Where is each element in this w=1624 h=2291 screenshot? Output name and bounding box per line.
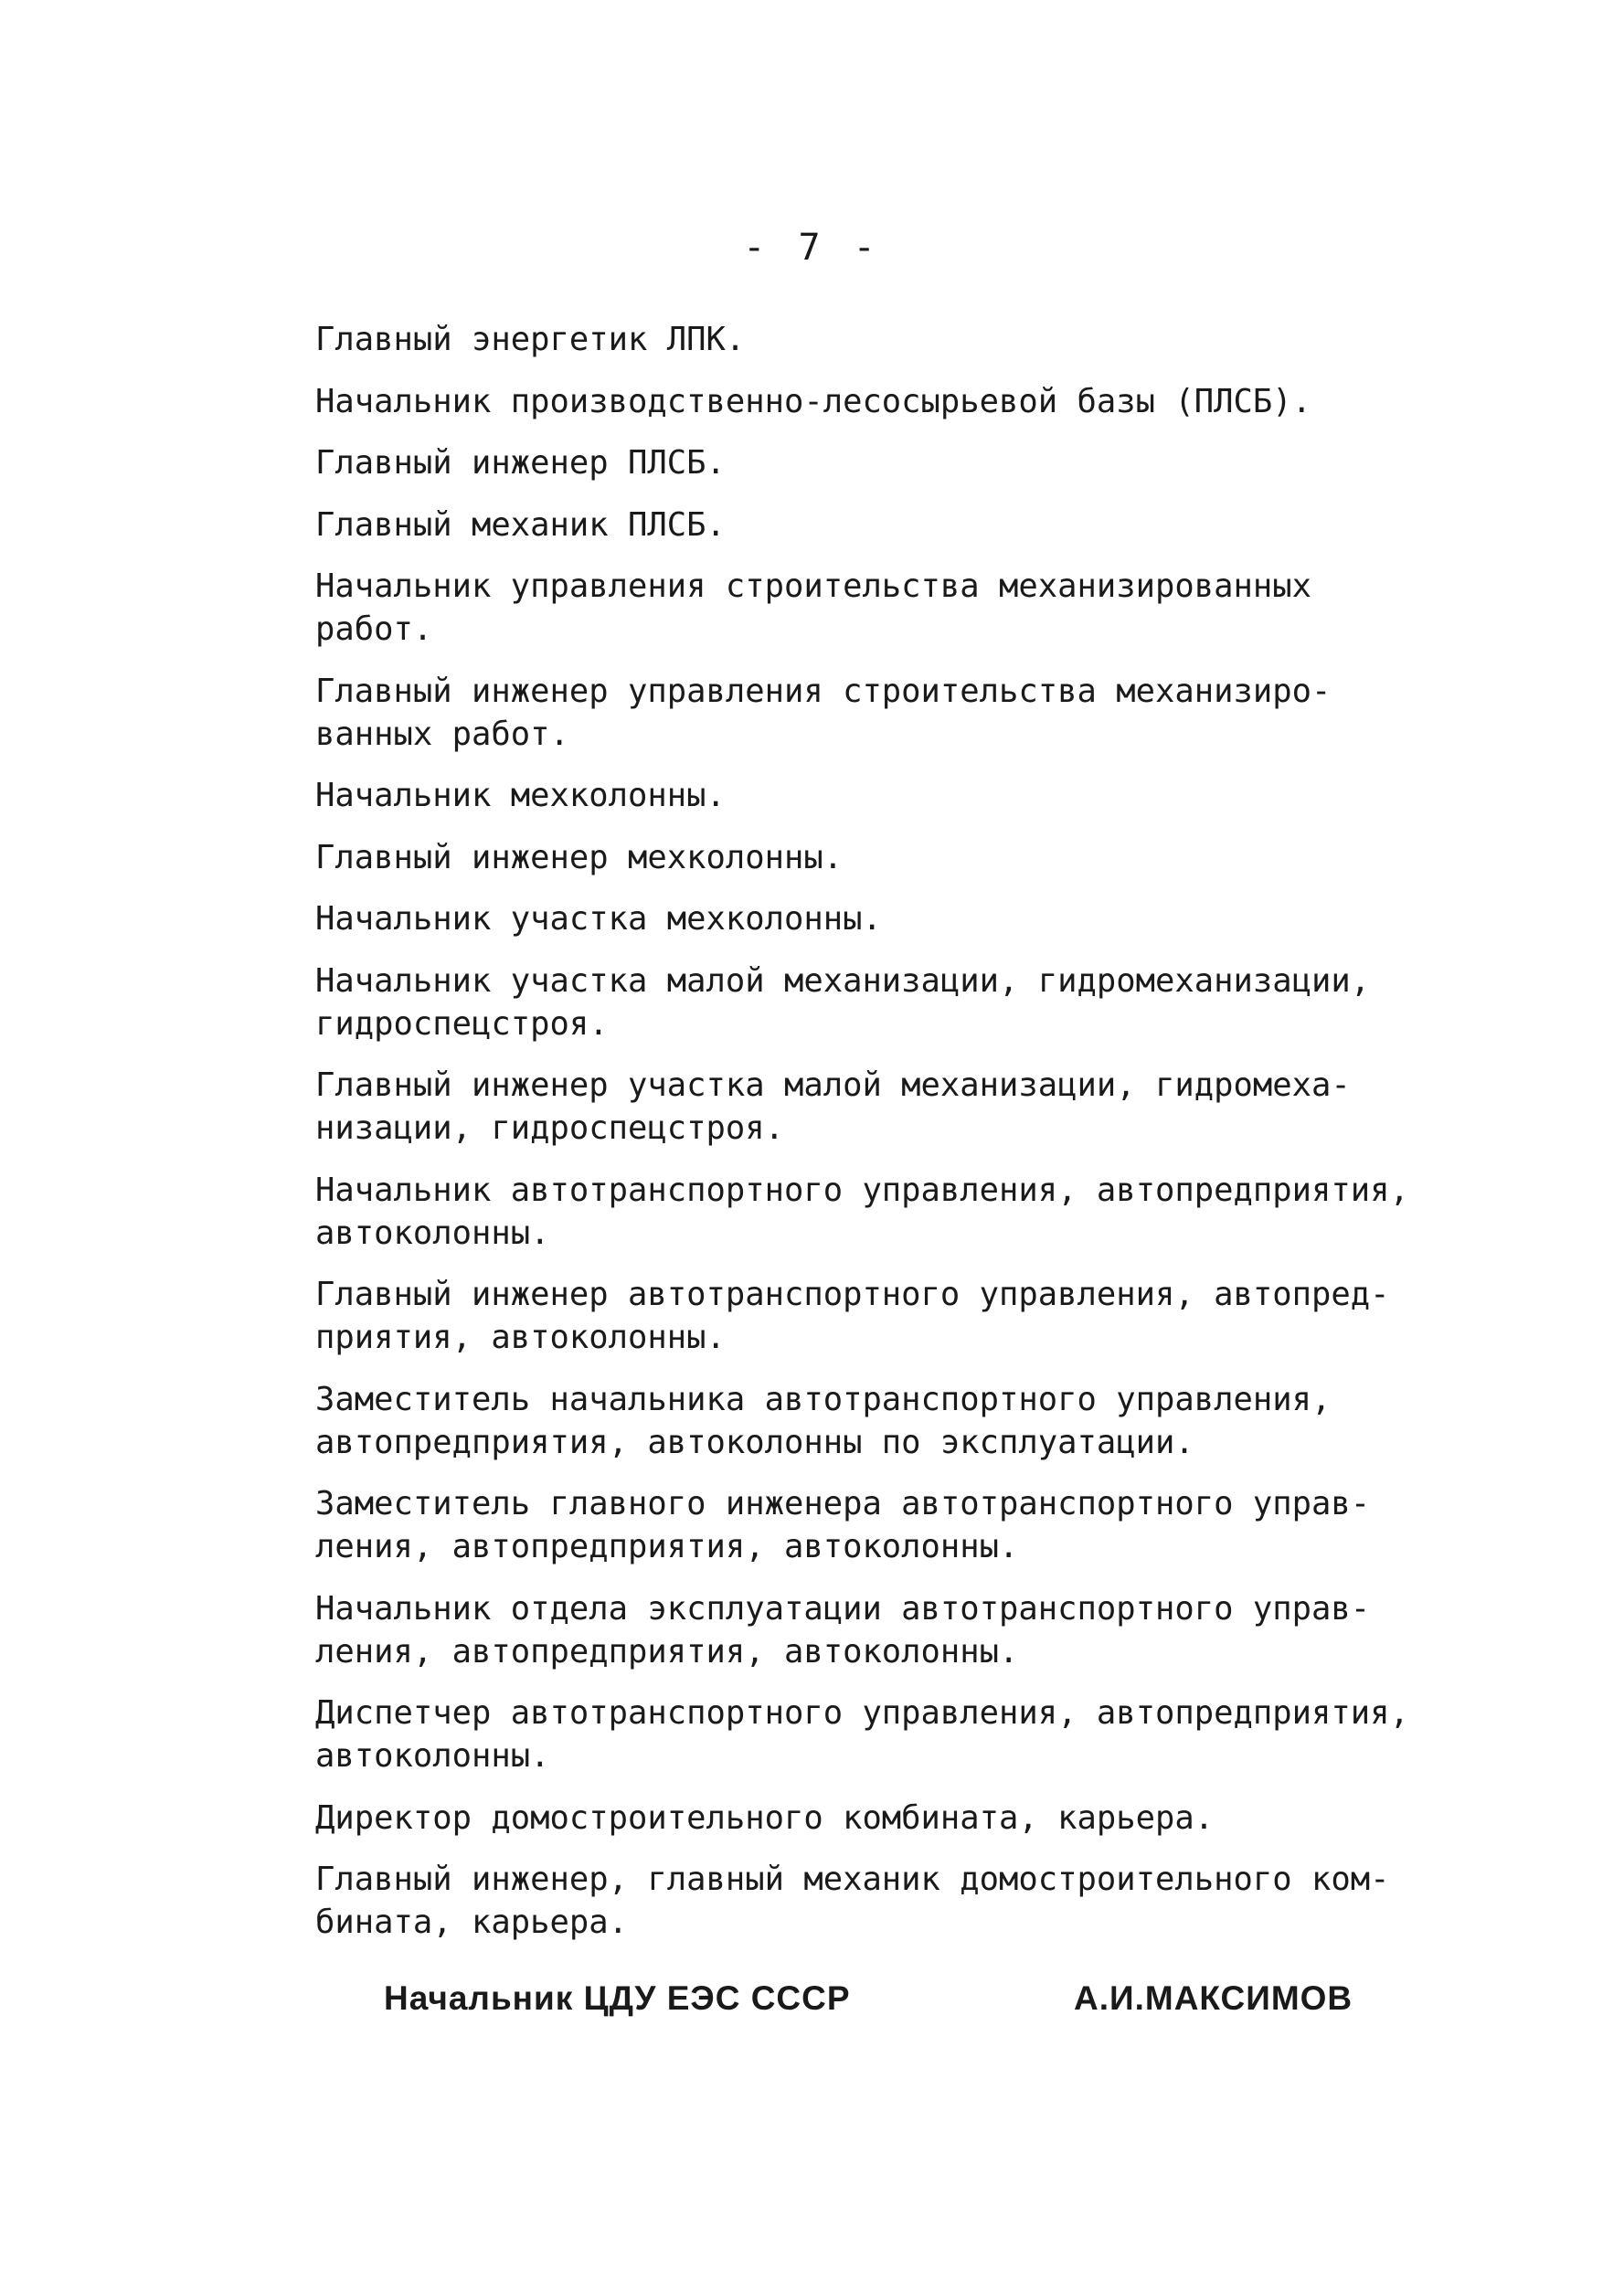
entry-line: Директор домостроительного комбината, карьера. bbox=[315, 1798, 1215, 1837]
list-item bbox=[315, 670, 1430, 756]
entry-line: приятия, автоколонны. bbox=[315, 1319, 726, 1356]
entry-line: ления, автопредприятия, автоколонны. bbox=[315, 1632, 1019, 1671]
signatory-name: А.И.МАКСИМОВ bbox=[1074, 1979, 1353, 2017]
list-item bbox=[315, 1482, 1430, 1568]
entry-line: работ. bbox=[315, 610, 433, 648]
list-item bbox=[315, 1692, 1430, 1777]
list-item bbox=[315, 1797, 1430, 1840]
entry-line: ления, автопредприятия, автоколонны. bbox=[315, 1528, 1019, 1565]
entry-line: Главный инженер автотранспортного управления, автопред- bbox=[315, 1276, 1390, 1313]
list-item bbox=[315, 441, 1430, 484]
list-item bbox=[315, 565, 1430, 651]
entry-line: Начальник производственно-лесосырьевой базы (ПЛСБ). bbox=[315, 382, 1312, 420]
entry-line: Начальник управления строительства механизированных bbox=[315, 567, 1312, 605]
entry-line: ванных работ. bbox=[315, 715, 569, 753]
entry-line: гидроспецстроя. bbox=[315, 1004, 609, 1043]
list-item bbox=[315, 1273, 1430, 1359]
signatory-position: Начальник ЦДУ ЕЭС СССР bbox=[384, 1979, 851, 2017]
entry-line: Главный инженер мехколонны. bbox=[315, 838, 844, 876]
list-item bbox=[315, 504, 1430, 546]
entry-line: автопредприятия, автоколонны по эксплуатации. bbox=[315, 1423, 1194, 1461]
entry-line: автоколонны. bbox=[315, 1214, 550, 1252]
list-item bbox=[315, 1378, 1430, 1464]
list-item bbox=[315, 897, 1430, 940]
entry-line: Начальник отдела эксплуатации автотранспортного управ- bbox=[315, 1589, 1371, 1628]
list-item bbox=[315, 318, 1430, 361]
list-item bbox=[315, 380, 1430, 423]
list-item bbox=[315, 836, 1430, 879]
entry-line: Начальник участка мехколонны. bbox=[315, 900, 882, 938]
entry-line: Главный инженер ПЛСБ. bbox=[315, 444, 726, 482]
entry-line: бината, карьера. bbox=[315, 1904, 628, 1941]
list-item bbox=[315, 774, 1430, 817]
entry-line: Начальник мехколонны. bbox=[315, 777, 726, 814]
entry-line: Диспетчер автотранспортного управления, автопредприятия, bbox=[315, 1694, 1409, 1732]
list-item bbox=[315, 1169, 1430, 1255]
entry-line: Начальник участка малой механизации, гидромеханизации, bbox=[315, 961, 1371, 1000]
entry-line: Заместитель начальника автотранспортного управления, bbox=[315, 1380, 1332, 1418]
list-item bbox=[315, 1587, 1430, 1673]
entry-line: Главный инженер участка малой механизации, гидромеха- bbox=[315, 1066, 1351, 1104]
list-item bbox=[315, 1858, 1430, 1944]
entry-line: Главный инженер, главный механик домостроительного ком- bbox=[315, 1861, 1390, 1898]
list-item bbox=[315, 960, 1430, 1045]
position-list bbox=[315, 318, 1430, 1963]
entry-line: Главный инженер управления строительства механизиро- bbox=[315, 672, 1332, 710]
entry-line: низации, гидроспецстроя. bbox=[315, 1109, 784, 1147]
entry-line: Главный механик ПЛСБ. bbox=[315, 505, 726, 544]
entry-line: автоколонны. bbox=[315, 1737, 550, 1775]
entry-line: Главный энергетик ЛПК. bbox=[315, 321, 746, 358]
entry-line: Заместитель главного инженера автотранспортного управ- bbox=[315, 1485, 1371, 1522]
page-number: - 7 - bbox=[743, 227, 881, 269]
list-item bbox=[315, 1064, 1430, 1150]
entry-line: Начальник автотранспортного управления, автопредприятия, bbox=[315, 1171, 1409, 1209]
